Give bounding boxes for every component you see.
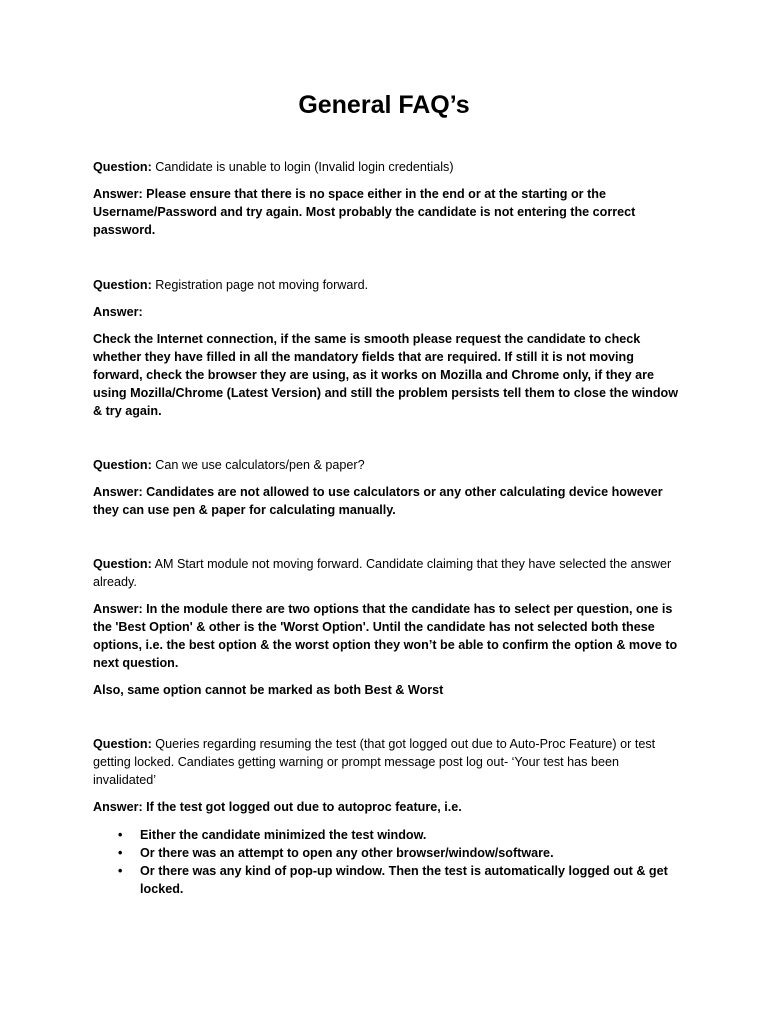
faq-1-question xyxy=(93,158,683,176)
list-item-text: Or there was any kind of pop-up window. Then the test is automatically logged out & get locked. xyxy=(140,864,668,896)
faq-2-answer-label: Answer: xyxy=(93,305,143,319)
list-item xyxy=(93,844,683,862)
question-text: AM Start module not moving forward. Candidate claiming that they have selected the answer already. xyxy=(93,557,672,589)
faq-4-note: Also, same option cannot be marked as both Best & Worst xyxy=(93,683,444,697)
question-text: Can we use calculators/pen & paper? xyxy=(151,458,365,472)
answer-label: Answer: xyxy=(93,485,143,499)
bullet-icon: • xyxy=(118,846,123,860)
faq-2-question xyxy=(93,276,683,294)
answer-text: Please ensure that there is no space either in the end or at the starting or the Username/Password and try again. Most probably the candidate is not entering the correct password. xyxy=(93,187,636,237)
question-label: Question: xyxy=(93,160,152,174)
answer-text: Candidates are not allowed to use calculators or any other calculating device however they can use pen & paper for calculating manually. xyxy=(93,485,663,517)
list-item-text: Or there was an attempt to open any other browser/window/software. xyxy=(140,846,554,860)
list-item-text: Either the candidate minimized the test window. xyxy=(140,828,427,842)
list-item xyxy=(93,862,683,898)
answer-label: Answer: xyxy=(93,187,143,201)
list-item xyxy=(93,826,683,844)
bullet-icon: • xyxy=(118,828,123,842)
faq-1-answer xyxy=(93,185,683,239)
question-text: Registration page not moving forward. xyxy=(151,278,369,292)
question-text: Queries regarding resuming the test (that got logged out due to Auto-Proc Feature) or test getting locked. Candiates getting warning or prompt message post log out- ‘Your test has been invalidated’ xyxy=(93,737,656,787)
faq-5-answer xyxy=(93,798,683,816)
bullet-icon: • xyxy=(118,864,123,878)
faq-4-question xyxy=(93,555,683,591)
faq-2-answer: Check the Internet connection, if the same is smooth please request the candidate to check whether they have filled in all the mandatory fields that are required. If still it is not moving forward, check the browser they are using, as it works on Mozilla and Chrome only, if they are using Mozilla/Chrome (Latest Version) and still the problem persists tell them to close the window & try again. xyxy=(93,332,679,418)
answer-label: Answer: xyxy=(93,800,143,814)
page-title: General FAQ’s xyxy=(298,91,470,119)
answer-text: In the module there are two options that the candidate has to select per question, one is the 'Best Option' & other is the 'Worst Option'. Until the candidate has not selected both these options, i.e. the best option & the worst option they won’t be able to confirm the option & move to next question. xyxy=(93,602,678,670)
faq-3-answer xyxy=(93,483,683,519)
question-text: Candidate is unable to login (Invalid login credentials) xyxy=(151,160,454,174)
answer-label: Answer: xyxy=(93,602,143,616)
faq-5-question xyxy=(93,735,683,789)
question-label: Question: xyxy=(93,458,152,472)
faq-5-bullet-list xyxy=(93,826,683,898)
faq-3-question xyxy=(93,456,683,474)
question-label: Question: xyxy=(93,557,152,571)
faq-4-answer xyxy=(93,600,683,672)
question-label: Question: xyxy=(93,737,152,751)
answer-text: If the test got logged out due to autoproc feature, i.e. xyxy=(142,800,462,814)
question-label: Question: xyxy=(93,278,152,292)
